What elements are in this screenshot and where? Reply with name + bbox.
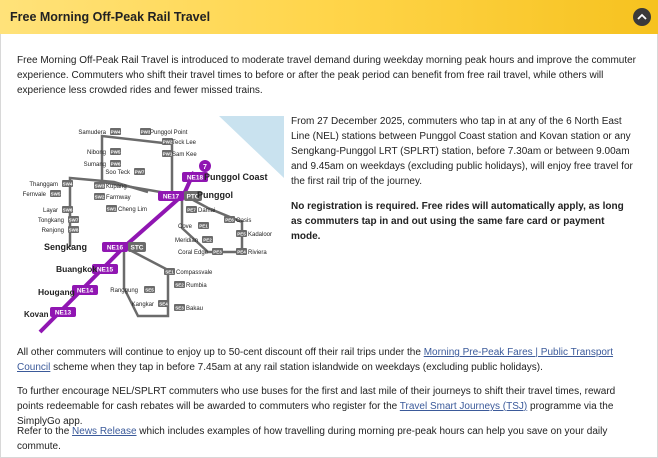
lrt-station-kupang [94,182,127,190]
travel-smart-journeys-link[interactable]: Travel Smart Journeys (TSJ) [399,401,528,412]
lrt-station-damai [186,206,215,214]
lrt-name: Samudera [78,130,106,136]
lrt-station-tongkang [38,216,79,224]
line-number-badge [199,160,211,172]
lrt-name: Bakau [186,306,204,312]
nel-station-code: NE13 [54,309,72,317]
lrt-name: Kupang [106,184,127,190]
lrt-station-rumbia [174,281,207,289]
nel-station-code: NE15 [96,266,114,274]
lrt-code: PE5 [237,231,246,237]
lrt-name: Renjong [41,228,64,234]
nel-station-name: Buangkok [56,264,98,274]
lrt-station-kangkar [132,300,169,308]
lrt-name: Kangkar [131,302,154,308]
lrt-name: Coral Edge [177,250,208,256]
nel-station-sengkang [44,242,146,252]
lrt-code: SE2 [175,282,184,288]
lrt-station-samudera [78,128,121,136]
nel-station-name: Kovan [24,310,49,319]
lrt-station-bakau [174,304,203,312]
lrt-station-meridian [175,236,213,244]
nel-station-name: Hougang [38,287,75,297]
pre-peak-paragraph: All other commuters will continue to enjoy up to 50-cent discount off their rail trips under the Morning Pre-Peak Fares | Public Transport Council scheme when they tap in before 7.45am at any rail station islandwide on weekdays (excluding public holidays). [17,347,614,373]
collapse-button[interactable] [633,8,651,26]
nel-map [22,110,284,338]
news-release-link[interactable]: News Release [72,426,137,437]
intro-paragraph: Free Morning Off-Peak Rail Travel is introduced to moderate travel demand during weekday morning peak hours and improve the commuter experience. Commuters who shift their travel times to before or after the peak period can benefit from free rail travel, while others will experience less crowded rides and fewer missed trains. [17,55,637,96]
lrt-name: Cheng Lim [118,207,148,213]
news-release-paragraph: Refer to the News Release which includes examples of how travelling during morning pre-peak hours can help you save on your daily commute. [17,426,608,452]
lrt-code: SW7 [68,217,79,223]
lrt-station-cheng-lim [106,205,147,213]
nel-station-name: Punggol [197,190,233,200]
lrt-code: PW1 [162,151,173,157]
right-paragraph-2: No registration is required. Free rides will automatically apply, as long as commuters tap in and out using the same fare card or payment mode. [291,201,624,242]
lrt-name: Rumbia [186,283,207,289]
tsj-paragraph: To further encourage NEL/SPLRT commuters who use buses for the first and last mile of their journeys to shift their travel times, reward points redeemable for cash rebates will be awarded to commuters who register for the Travel Smart Journeys (TSJ) programme via the SimplyGo app. [17,386,616,427]
lrt-station-ranggung [110,286,155,294]
lrt-name: Cove [177,224,192,230]
lrt-station-sam-kee [162,150,197,158]
lrt-name: Punggol Point [150,130,188,136]
nel-station-kovan [24,307,76,319]
map-accent-triangle [219,116,284,178]
lrt-code: SW6 [62,207,73,213]
lrt-name: Compassvale [176,270,213,276]
lrt-station-layar [43,206,73,214]
lrt-name: Oasis [236,218,252,224]
nel-station-name: Punggol Coast [204,172,268,182]
lrt-name: Damai [198,208,216,214]
nel-station-name: Sengkang [44,242,88,252]
lrt-station-code: PTC [186,193,200,201]
lrt-code: SE3 [175,305,184,311]
lrt-code: PE4 [237,249,246,255]
nel-station-code: NE14 [76,287,94,295]
lrt-name: Soo Teck [105,170,130,176]
chevron-up-icon [637,13,647,21]
lrt-code: SE1 [165,269,174,275]
lrt-name: Meridian [174,238,198,244]
lrt-code: PE3 [213,249,222,255]
lrt-station-compassvale [164,268,213,276]
lrt-station-code: STC [130,244,144,252]
lrt-station-teck-lee [162,138,197,146]
lrt-station-cove [178,222,209,230]
lrt-name: Farmway [106,195,131,201]
lrt-code: PE6 [225,217,234,223]
lrt-code: SW8 [68,227,79,233]
lrt-code: PW5 [110,149,121,155]
lrt-station-kadaloor [236,230,272,238]
nel-station-punggol-coast [182,172,268,182]
svg-text:7: 7 [203,164,207,171]
lrt-station-farmway [94,193,131,201]
lrt-name: Sam Kee [172,152,197,158]
lrt-station-fernvale [23,190,61,198]
accordion-header[interactable] [0,0,658,34]
lrt-code: PE1 [199,223,208,229]
nel-station-hougang [38,285,98,297]
lrt-name: Nibong [86,150,106,156]
lrt-code: SW4 [62,181,73,187]
lrt-code: SE4 [159,301,168,307]
lrt-code: PW7 [134,169,145,175]
lrt-station-oasis [224,216,251,224]
lrt-code: PE2 [203,237,212,243]
lrt-name: Tongkang [37,218,64,224]
lrt-code: SW2 [94,194,105,200]
lrt-code: SW3 [94,183,105,189]
lrt-code: PW4 [110,129,121,135]
lrt-code: SW5 [50,191,61,197]
lrt-code: PE7 [187,207,196,213]
nel-station-buangkok [56,264,118,274]
lrt-station-punggol-point [140,128,188,136]
lrt-station-coral-edge [178,248,223,256]
section-title: Free Morning Off-Peak Rail Travel [10,10,211,24]
lrt-name: Fernvale [22,192,46,198]
lrt-station-riviera [236,248,267,256]
lrt-code: SW1 [106,206,117,212]
lrt-name: Layar [42,208,58,214]
nel-station-code: NE16 [106,244,124,252]
lrt-name: Riviera [248,250,267,256]
lrt-station-soo-teck [105,168,145,176]
lrt-code: PW6 [110,161,121,167]
lrt-station-nibong [87,148,121,156]
nel-station-punggol [158,190,233,201]
lrt-station-sumang [84,160,121,168]
lrt-name: Sumang [83,162,106,168]
lrt-station-renjong [42,226,79,234]
lrt-code: SE5 [145,287,154,293]
lrt-name: Kadaloor [248,232,273,238]
right-paragraph-1: From 27 December 2025, commuters who tap in at any of the 6 North East Line (NEL) stations between Punggol Coast station and Kovan station or any Sengkang-Punggol LRT (SPLRT) station, before 7.30am or between 9.00am and 9.45am on weekdays (excluding public holidays), will enjoy free travel for the first rail trip of the journey. [291,116,633,187]
nel-station-code: NE17 [162,193,180,201]
nel-station-code: NE18 [186,174,204,182]
lrt-code: PW2 [162,139,173,145]
lrt-name: Thanggam [29,182,58,188]
lrt-station-thanggam [29,180,73,188]
pre-peak-fares-link[interactable]: Morning Pre-Peak Fares | Public Transport Council [17,347,614,373]
lrt-name: Teck Lee [172,140,197,146]
lrt-name: Ranggung [110,288,138,294]
lrt-code: PW3 [140,129,151,135]
